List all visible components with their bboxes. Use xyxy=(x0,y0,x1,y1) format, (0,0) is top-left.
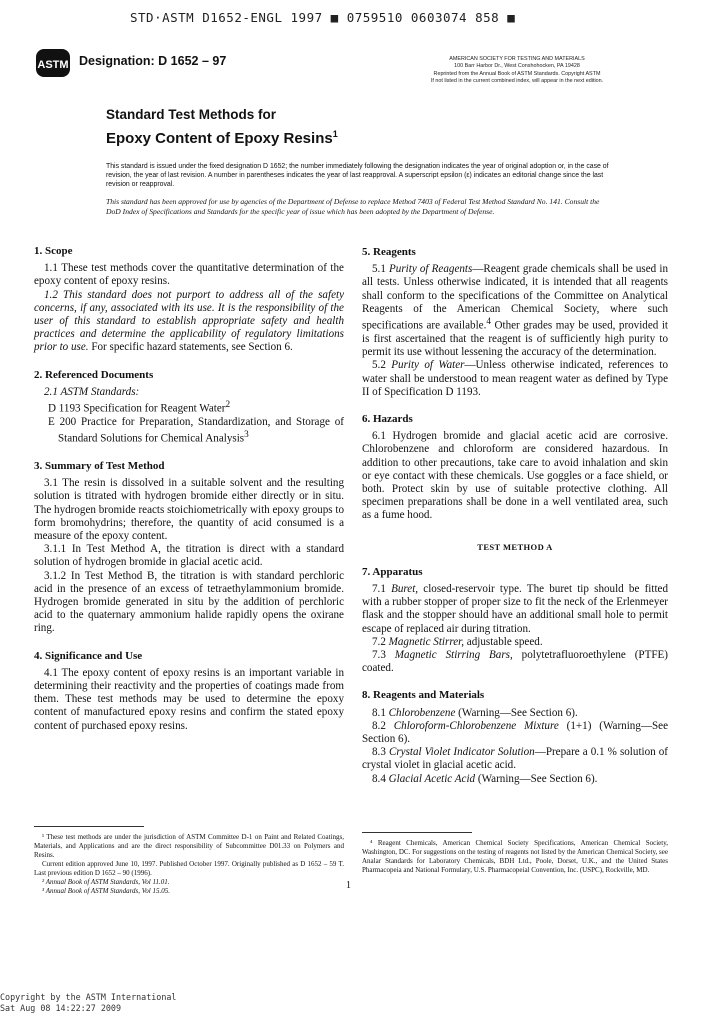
footnote: ² Annual Book of ASTM Standards, Vol 11.01. xyxy=(42,878,170,886)
right-column xyxy=(362,246,668,800)
left-column xyxy=(34,245,344,747)
designation: Designation: D 1652 – 97 xyxy=(79,54,227,68)
paragraph: 3.1.1 In Test Method A, the titration is direct with a standard solution of hydrogen bromide in glacial acetic acid. xyxy=(34,543,344,569)
section-heading: 1. Scope xyxy=(34,245,73,257)
paragraph: 3.1 The resin is dissolved in a suitable solvent and the resulting solution is titrated with hydrogen bromide either directly or in situ. The hydrogen bromide reacts stoichiometrically with epoxy groups to form bromohydrins; therefore, the quantity of acid consumed is a measure of the epoxy content. xyxy=(34,477,344,543)
section-heading: 3. Summary of Test Method xyxy=(34,460,165,473)
footnote: Current edition approved June 10, 1997. Published October 1997. Originally published as D 1652 – 59 T. Last previous edition D 1652 – 90 (1996). xyxy=(34,860,344,877)
footnote: ³ Annual Book of ASTM Standards, Vol 15.05. xyxy=(42,887,170,895)
footnotes-right xyxy=(362,832,668,875)
copyright-date: Sat Aug 08 14:22:27 2009 xyxy=(0,1003,122,1013)
method-a-heading: TEST METHOD A xyxy=(477,541,553,552)
section-heading: 5. Reagents xyxy=(362,246,416,258)
paragraph: 1.1 These test methods cover the quantitative determination of the epoxy content of epoxy resins. xyxy=(34,262,344,288)
paragraph: 5.1 Purity of Reagents—Reagent grade chemicals shall be used in all tests. Unless otherwise indicated, it is intended that all reagents shall conform to the specifications of the Committee on Analytical Reagents of the American Chemical Society, where such specifications are available.$^4$ Other grades may be used, provided it is first ascertained that the reagent is of sufficiently high purity to permit its use without lessening the accuracy of the determination. xyxy=(362,263,668,359)
copyright-line: Copyright by the ASTM International xyxy=(0,992,177,1002)
reference-item: D 1193 Specification for Reagent Water$^2$ xyxy=(48,400,231,415)
paragraph: 8.3 Crystal Violet Indicator Solution—Prepare a 0.1 % solution of crystal violet in glacial acetic acid. xyxy=(362,746,668,772)
section-referenced-documents xyxy=(34,369,344,446)
title-line-1: Standard Test Methods for xyxy=(106,107,277,122)
paragraph: 3.1.2 In Test Method B, the titration is with standard perchloric acid in the presence of an excess of tetraethylammonium bromide. Hydrogen bromide generated in situ by the addition of perchloric acid to the quaternary ammonium halide rapidly opens the oxirane ring. xyxy=(34,569,344,635)
copyright-notice xyxy=(0,992,176,1014)
section-apparatus xyxy=(362,566,668,676)
section-heading: 4. Significance and Use xyxy=(34,649,143,662)
section-reagents-materials xyxy=(362,689,668,785)
paragraph: 4.1 The epoxy content of epoxy resins is an important variable in determining their reactivity and the properties of coatings made from them. These test methods may be used to determine the epoxy content of manufactured epoxy resins and confirm the stated epoxy content of purchased epoxy resins. xyxy=(34,666,344,732)
section-summary xyxy=(34,460,344,636)
footnote-rule xyxy=(362,832,472,833)
reference-item: E 200 Practice for Preparation, Standardization, and Storage of Standard Solutions for Chemical Analysis$^3$ xyxy=(48,415,344,445)
society-name: AMERICAN SOCIETY FOR TESTING AND MATERIALS xyxy=(449,56,585,62)
section-significance xyxy=(34,650,344,733)
svg-text:ASTM: ASTM xyxy=(37,59,69,71)
section-hazards xyxy=(362,413,668,523)
paragraph: 7.2 Magnetic Stirrer, adjustable speed. xyxy=(372,635,543,648)
title-footnote-mark: 1 xyxy=(332,129,338,139)
society-index-note: If not listed in the current combined index, will appear in the next edition. xyxy=(430,77,604,84)
paragraph: 7.1 Buret, closed-reservoir type. The buret tip should be fitted with a rubber stopper of proper size to fit the neck of the Erlenmeyer flask and the stopper should have an additional small hole to permit escape of replaced air during titration. xyxy=(362,582,668,635)
paragraph: 1.2 This standard does not purport to address all of the safety concerns, if any, associated with its use. It is the responsibility of the user of this standard to establish appropriate safety and health practices and determine the applicability of regulatory limitations prior to use. For specific hazard statements, see Section 6. xyxy=(34,288,344,354)
society-address: 100 Barr Harbor Dr., West Conshohocken, PA 19428 xyxy=(454,63,580,70)
section-reagents xyxy=(362,246,668,399)
document-stamp: STD·ASTM D1652-ENGL 1997 ■ 0759510 0603074 858 ■ xyxy=(130,10,516,25)
footnote: ¹ These test methods are under the jurisdiction of ASTM Committee D-1 on Paint and Related Coatings, Materials, and Applications and are the direct responsibility of Subcommittee D01.33 on Polymers and Resins. xyxy=(34,833,344,859)
section-heading: 7. Apparatus xyxy=(362,565,423,578)
dod-note: This standard has been approved for use by agencies of the Department of Defense to replace Method 7403 of Federal Test Method Standard No. 141. Consult the DoD Index of Specifications and Standards for the specific year of issue which has been adopted by the Department of Defense. xyxy=(106,197,600,216)
section-heading: 2. Referenced Documents xyxy=(34,368,154,381)
section-scope xyxy=(34,245,344,355)
paragraph: 8.2 Chloroform-Chlorobenzene Mixture (1+1) (Warning—See Section 6). xyxy=(362,719,669,745)
paragraph: 6.1 Hydrogen bromide and glacial acetic acid are corrosive. Chlorobenzene and chloroform are considered hazardous. In addition to other precautions, take care to avoid inhalation and skin or eye contact with these chemicals. Use goggles or a face shield, or both. Protect skin by use of suitable protective clothing. All specimen preparations shall be done in a well ventilated area, such as a fume hood. xyxy=(362,430,668,522)
footnote-rule xyxy=(34,826,144,827)
footnotes-left xyxy=(34,826,344,896)
paragraph: 8.1 Chlorobenzene (Warning—See Section 6). xyxy=(372,706,578,719)
paragraph: 8.4 Glacial Acetic Acid (Warning—See Section 6). xyxy=(372,772,598,785)
society-info xyxy=(388,56,646,85)
paragraph: 7.3 Magnetic Stirring Bars, polytetrafluoroethylene (PTFE) coated. xyxy=(362,648,668,675)
astm-logo-icon xyxy=(35,48,71,78)
page-number: 1 xyxy=(346,880,351,891)
society-reprint: Reprinted from the Annual Book of ASTM Standards. Copyright ASTM xyxy=(433,70,601,77)
paragraph: 2.1 ASTM Standards: xyxy=(44,385,140,398)
title-line-2: Epoxy Content of Epoxy Resins$^1$ xyxy=(106,129,338,147)
section-heading: 6. Hazards xyxy=(362,412,413,425)
document-title xyxy=(106,106,338,149)
section-heading: 8. Reagents and Materials xyxy=(362,689,485,702)
paragraph: 5.2 Purity of Water—Unless otherwise indicated, references to water shall be understood to mean reagent water as defined by Type II of Specification D 1193. xyxy=(362,359,668,398)
issuance-note: This standard is issued under the fixed designation D 1652; the number immediately following the designation indicates the year of original adoption or, in the case of revision, the year of last revision. A number in parentheses indicates the year of last reapproval. A superscript epsilon (ε) indicates an editorial change since the last revision or reapproval. xyxy=(106,163,609,188)
footnote: ⁴ Reagent Chemicals, American Chemical Society Specifications, American Chemical Society, Washington, DC. For suggestions on the testing of reagents not listed by the American Chemical Society, see Analar Standards for Laboratory Chemicals, BDH Ltd., Poole, Dorset, U.K., and the United States Pharmacopeia and National Formulary, U.S. Pharmacopeial Convention, Inc. (USPC), Rockville, MD. xyxy=(362,839,668,874)
